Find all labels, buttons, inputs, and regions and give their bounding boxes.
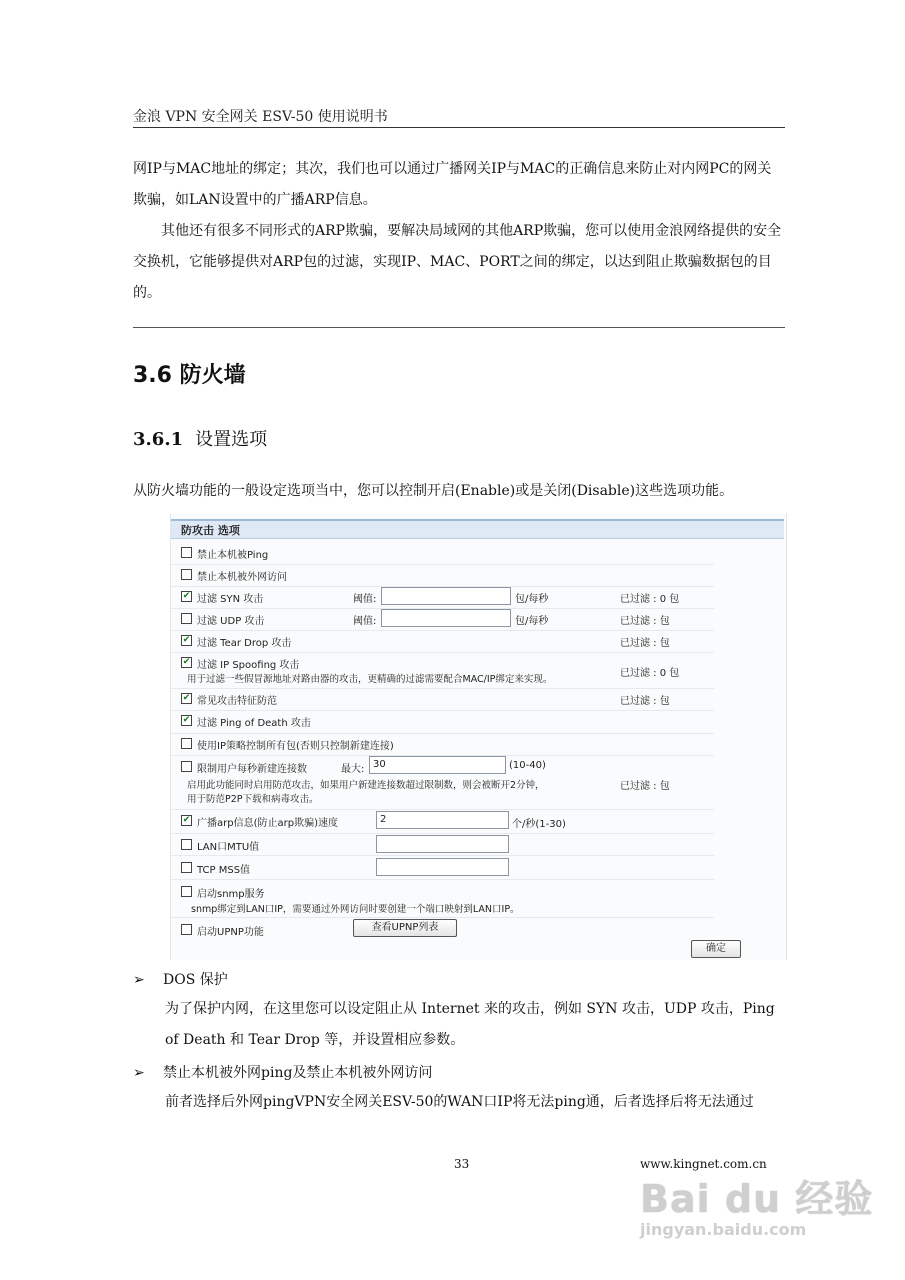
option-row bbox=[171, 833, 714, 856]
bullet-body: 前者选择后外网pingVPN安全网关ESV-50的WAN口IP将无法ping通，后者选择后将无法通过 bbox=[165, 1094, 754, 1110]
section-divider bbox=[133, 327, 785, 328]
filter-teardrop-checkbox[interactable]: ✔ bbox=[182, 635, 191, 645]
option-row bbox=[171, 710, 714, 734]
ok-button[interactable]: 确定 bbox=[691, 940, 741, 958]
bullet-title: DOS 保护 bbox=[163, 972, 228, 988]
option-row bbox=[171, 542, 714, 565]
threshold-label: 阈值: bbox=[353, 594, 377, 605]
option-label: 禁止本机被Ping bbox=[197, 550, 269, 561]
paragraph-2: 其他还有很多不同形式的ARP欺骗，要解决局域网的其他ARP欺骗，您可以使用金浪网络提供的安全交换机，它能够提供对ARP包的过滤，实现IP、MAC、PORT之间的绑定，以达到阻止欺骗数据包的目的。 bbox=[133, 223, 782, 301]
filter-ping-of-death-checkbox[interactable]: ✔ bbox=[182, 715, 191, 725]
snmp-checkbox[interactable] bbox=[181, 886, 192, 897]
bullet-body: 为了保护内网，在这里您可以设定阻止从 Internet 来的攻击，例如 SYN 攻击，UDP 攻击，Ping of Death 和 Tear Drop 等，并设置相应参数。 bbox=[165, 1001, 775, 1048]
limit-connections-checkbox[interactable] bbox=[181, 761, 192, 772]
option-note: 用于过滤一些假冒源地址对路由器的攻击，更精确的过滤需要配合MAC/IP绑定来实现。 bbox=[187, 674, 553, 685]
arp-rate-input[interactable]: 2 bbox=[376, 811, 509, 829]
option-label: 禁止本机被外网访问 bbox=[197, 572, 287, 583]
subsection-title: 设置选项 bbox=[195, 429, 268, 450]
ip-policy-checkbox[interactable] bbox=[181, 738, 192, 749]
option-row bbox=[171, 879, 714, 918]
option-note: snmp绑定到LAN口IP，需要通过外网访问时要创建一个端口映射到LAN口IP。 bbox=[191, 904, 520, 915]
intro-text: 从防火墙功能的一般设定选项当中，您可以控制开启(Enable)或是关闭(Disable)这些选项功能。 bbox=[133, 483, 734, 499]
threshold-label: 阈值: bbox=[353, 616, 377, 627]
bullet-arrow-icon: ➢ bbox=[133, 972, 145, 988]
syn-threshold-input[interactable] bbox=[381, 587, 511, 605]
section-heading bbox=[133, 358, 246, 389]
tcp-mss-checkbox[interactable] bbox=[181, 862, 192, 873]
page-number: 33 bbox=[454, 1157, 470, 1171]
option-label: 过滤 Ping of Death 攻击 bbox=[197, 718, 311, 729]
filter-ip-spoofing-checkbox[interactable]: ✔ bbox=[182, 657, 191, 667]
per-second-unit: 包/每秒 bbox=[515, 616, 549, 627]
block-ping-checkbox[interactable] bbox=[181, 547, 192, 558]
filter-udp-checkbox[interactable] bbox=[181, 613, 192, 624]
lan-mtu-input[interactable] bbox=[376, 835, 509, 853]
block-wan-access-checkbox[interactable] bbox=[181, 569, 192, 580]
udp-threshold-input[interactable] bbox=[381, 609, 511, 627]
option-label: 常见攻击特征防范 bbox=[197, 696, 277, 707]
spoofing-filtered-count: 已过滤 : 0 包 bbox=[620, 668, 680, 679]
bullet-title: 禁止本机被外网ping及禁止本机被外网访问 bbox=[163, 1065, 433, 1081]
filter-syn-checkbox[interactable]: ✔ bbox=[182, 591, 191, 601]
option-note: 用于防范P2P下载和病毒攻击。 bbox=[187, 794, 319, 805]
per-second-unit: 包/每秒 bbox=[515, 594, 549, 605]
section-title: 防火墙 bbox=[179, 363, 246, 388]
subsection-number: 3.6.1 bbox=[133, 429, 184, 450]
option-label: 限制用户每秒新建连接数 bbox=[197, 764, 307, 775]
option-label: 启动UPNP功能 bbox=[197, 927, 264, 938]
max-label: 最大: bbox=[341, 764, 365, 775]
common-filtered-count: 已过滤 : 包 bbox=[620, 696, 670, 707]
bullet-arrow-icon: ➢ bbox=[133, 1065, 145, 1081]
max-connections-input[interactable]: 30 bbox=[369, 756, 506, 774]
watermark-site: jingyan.baidu.com bbox=[640, 1220, 807, 1239]
paragraph-arp-binding bbox=[133, 154, 785, 309]
header-rule bbox=[133, 127, 785, 128]
arp-rate-unit: 个/秒(1-30) bbox=[512, 819, 566, 830]
teardrop-filtered-count: 已过滤 : 包 bbox=[620, 638, 670, 649]
option-row bbox=[171, 564, 714, 587]
broadcast-arp-checkbox[interactable]: ✔ bbox=[182, 815, 191, 825]
option-label: 过滤 Tear Drop 攻击 bbox=[197, 638, 292, 649]
footer-url: www.kingnet.com.cn bbox=[640, 1157, 767, 1171]
syn-filtered-count: 已过滤 : 0 包 bbox=[620, 594, 680, 605]
connection-range: (10-40) bbox=[509, 760, 546, 771]
panel-title: 防攻击 选项 bbox=[171, 519, 784, 539]
option-label: 过滤 UDP 攻击 bbox=[197, 616, 265, 627]
option-label: 过滤 IP Spoofing 攻击 bbox=[197, 660, 300, 671]
view-upnp-list-button[interactable]: 查看UPNP列表 bbox=[353, 919, 457, 937]
option-label: 过滤 SYN 攻击 bbox=[197, 594, 264, 605]
section-number: 3.6 bbox=[133, 363, 172, 388]
subsection-heading bbox=[133, 425, 267, 451]
option-row bbox=[171, 733, 714, 756]
firewall-settings-panel bbox=[170, 513, 787, 960]
watermark-brand: Bai du 经验 bbox=[640, 1177, 874, 1221]
option-row bbox=[171, 855, 714, 880]
paragraph-1: 网IP与MAC地址的绑定；其次，我们也可以通过广播网关IP与MAC的正确信息来防止对内网PC的网关欺骗，如LAN设置中的广播ARP信息。 bbox=[133, 161, 772, 208]
option-row bbox=[171, 917, 714, 939]
bullet-block-ping bbox=[133, 1062, 432, 1082]
tcp-mss-input[interactable] bbox=[376, 858, 509, 876]
page-header-title: 金浪 VPN 安全网关 ESV-50 使用说明书 bbox=[133, 109, 388, 125]
connection-filtered-count: 已过滤 : 包 bbox=[620, 781, 670, 792]
bullet-dos bbox=[133, 969, 228, 989]
option-label: 广播arp信息(防止arp欺骗)速度 bbox=[197, 818, 338, 829]
option-note: 启用此功能同时启用防范攻击，如果用户新建连接数超过限制数，则会被断开2分钟， bbox=[187, 780, 545, 791]
lan-mtu-checkbox[interactable] bbox=[181, 839, 192, 850]
option-row bbox=[171, 809, 714, 834]
option-label: LAN口MTU值 bbox=[197, 842, 260, 853]
baidu-watermark bbox=[640, 1168, 874, 1239]
option-label: 使用IP策略控制所有包(否则只控制新建连接) bbox=[197, 741, 394, 752]
upnp-checkbox[interactable] bbox=[181, 924, 192, 935]
option-label: TCP MSS值 bbox=[197, 865, 251, 876]
common-attack-checkbox[interactable]: ✔ bbox=[182, 693, 191, 703]
option-label: 启动snmp服务 bbox=[197, 889, 265, 900]
udp-filtered-count: 已过滤 : 包 bbox=[620, 616, 670, 627]
